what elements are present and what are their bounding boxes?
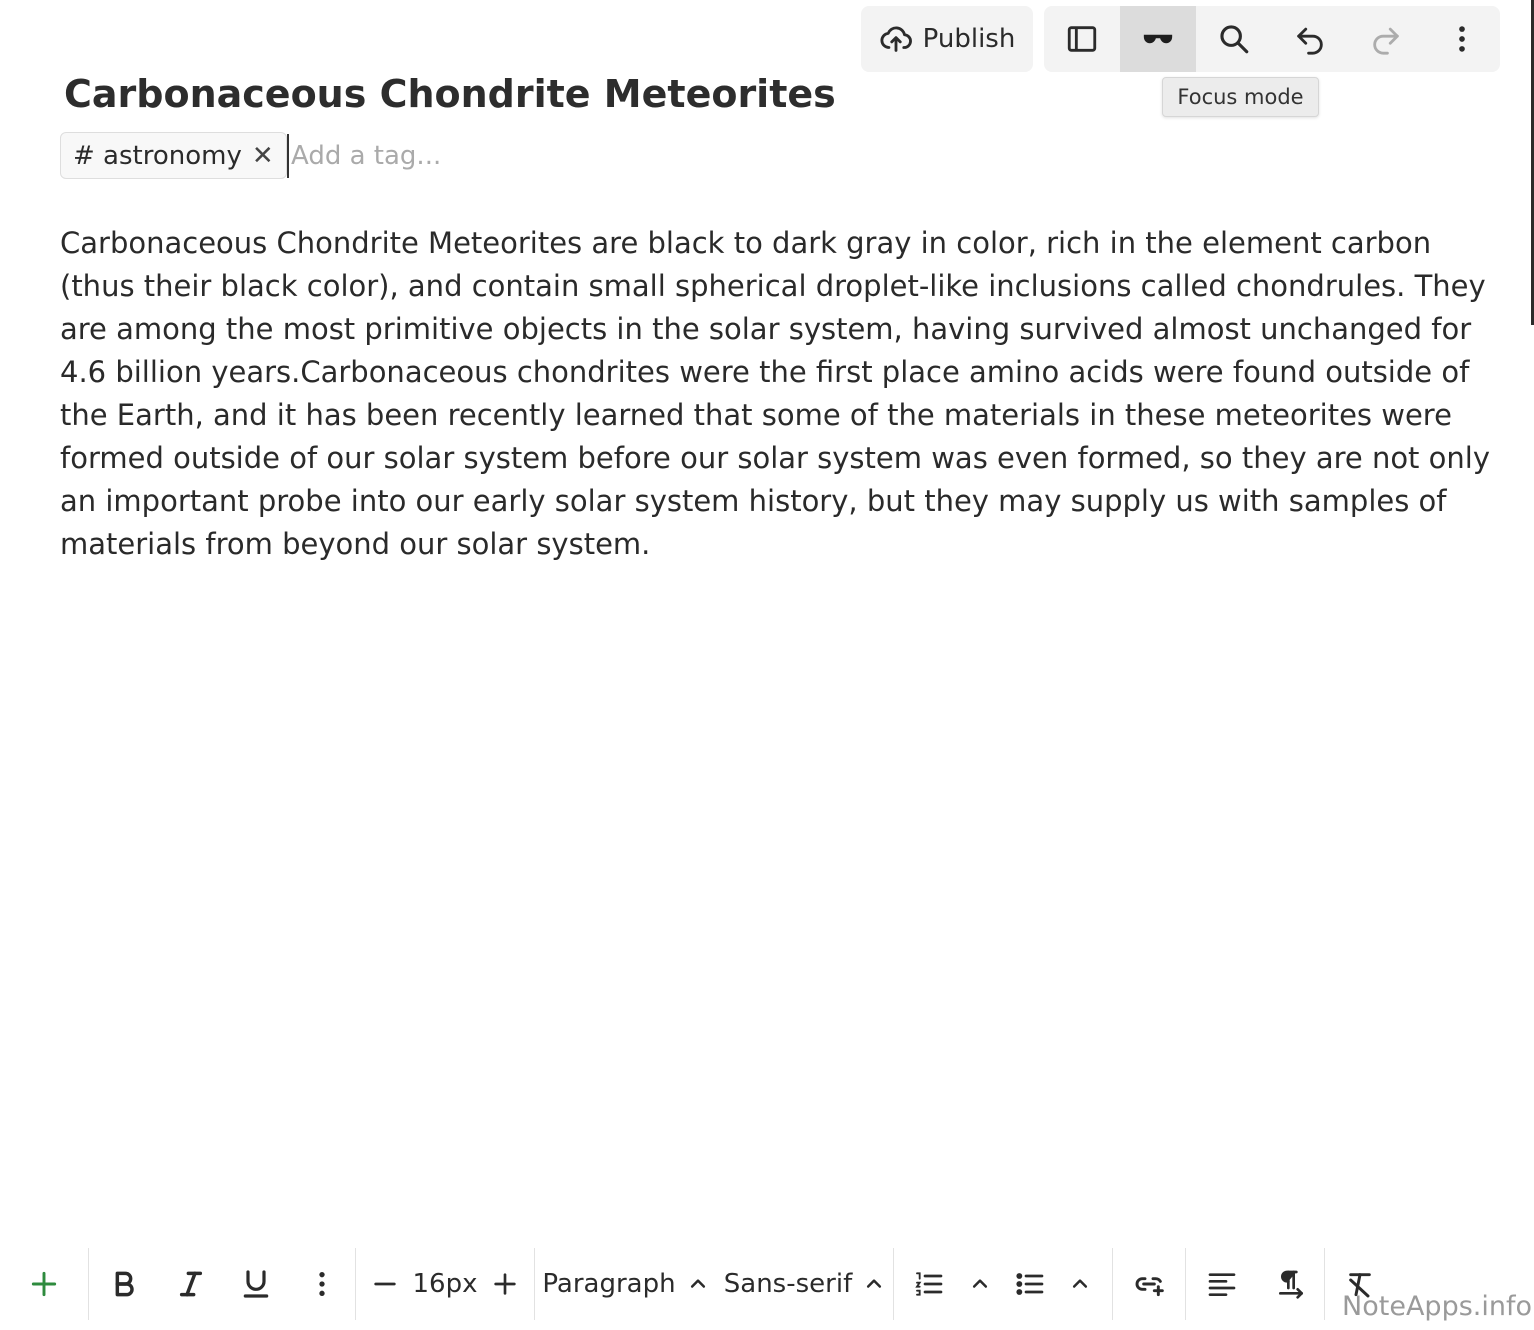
format-toolbar (0, 1248, 1534, 1320)
glasses-icon (1141, 22, 1175, 56)
ordered-list-icon (913, 1268, 945, 1300)
minus-icon (369, 1268, 401, 1300)
align-left-icon (1206, 1268, 1238, 1300)
search-icon (1217, 22, 1251, 56)
italic-button[interactable] (159, 1248, 223, 1320)
publish-label: Publish (922, 24, 1016, 54)
bullet-list-options[interactable] (1064, 1248, 1096, 1320)
underline-icon (240, 1268, 272, 1300)
search-button[interactable] (1196, 6, 1272, 72)
insert-button[interactable] (0, 1248, 88, 1320)
panel-icon (1065, 22, 1099, 56)
plus-icon (28, 1268, 60, 1300)
chevron-up-icon (864, 1274, 884, 1294)
note-body[interactable]: Carbonaceous Chondrite Meteorites are black to dark gray in color, rich in the element carbon (thus their black color), and contain small spherical droplet-like inclusions called chondrules. They are among the most primitive objects in the solar system, having survived almost unchanged for 4.6 billion years.Carbonaceous chondrites were the first place amino acids were found outside of the Earth, and it has been recently learned that some of the materials in these meteorites were formed outside of our solar system before our solar system was even formed, so they are not only an important probe into our early solar system history, but they may supply us with samples of materials from beyond our solar system. (60, 226, 1490, 561)
remove-tag-icon[interactable]: ✕ (251, 140, 274, 171)
chevron-up-icon (970, 1274, 990, 1294)
increase-font-size-button[interactable] (476, 1248, 534, 1320)
ordered-list-options[interactable] (964, 1248, 996, 1320)
add-tag-input[interactable] (287, 134, 687, 178)
editor-toolbar (1044, 6, 1500, 72)
italic-icon (175, 1268, 207, 1300)
more-options-button[interactable] (1424, 6, 1500, 72)
decrease-font-size-button[interactable] (356, 1248, 414, 1320)
ordered-list-button[interactable] (894, 1248, 964, 1320)
tag-chip (60, 132, 287, 179)
chevron-up-icon (1070, 1274, 1090, 1294)
redo-button[interactable] (1348, 6, 1424, 72)
bullet-list-button[interactable] (996, 1248, 1064, 1320)
paragraph-ltr-icon (1275, 1268, 1307, 1300)
focus-mode-tooltip: Focus mode (1162, 77, 1319, 117)
chevron-up-icon (688, 1274, 708, 1294)
underline-button[interactable] (223, 1248, 289, 1320)
link-add-icon (1133, 1268, 1165, 1300)
more-vertical-icon (1445, 22, 1479, 56)
bold-button[interactable] (89, 1248, 159, 1320)
insert-link-button[interactable] (1113, 1248, 1185, 1320)
watermark-text: NoteApps.info (1342, 1291, 1532, 1322)
font-family-label: Sans-serif (723, 1269, 853, 1299)
more-format-button[interactable] (289, 1248, 355, 1320)
cloud-upload-icon (879, 22, 913, 56)
bold-icon (108, 1268, 140, 1300)
plus-icon (489, 1268, 521, 1300)
block-type-select[interactable] (535, 1248, 715, 1320)
redo-icon (1369, 22, 1403, 56)
align-left-button[interactable] (1186, 1248, 1258, 1320)
text-direction-button[interactable] (1258, 1248, 1324, 1320)
font-family-select[interactable] (715, 1248, 893, 1320)
undo-button[interactable] (1272, 6, 1348, 72)
bullet-list-icon (1014, 1268, 1046, 1300)
focus-mode-button[interactable] (1120, 6, 1196, 72)
tag-label: # astronomy (73, 140, 242, 171)
undo-icon (1293, 22, 1327, 56)
publish-button[interactable] (861, 6, 1033, 72)
note-title[interactable]: Carbonaceous Chondrite Meteorites (64, 72, 836, 116)
sidebar-toggle-button[interactable] (1044, 6, 1120, 72)
more-vertical-icon (306, 1268, 338, 1300)
font-size-value[interactable]: 16px (412, 1269, 478, 1299)
block-type-label: Paragraph (542, 1269, 676, 1299)
